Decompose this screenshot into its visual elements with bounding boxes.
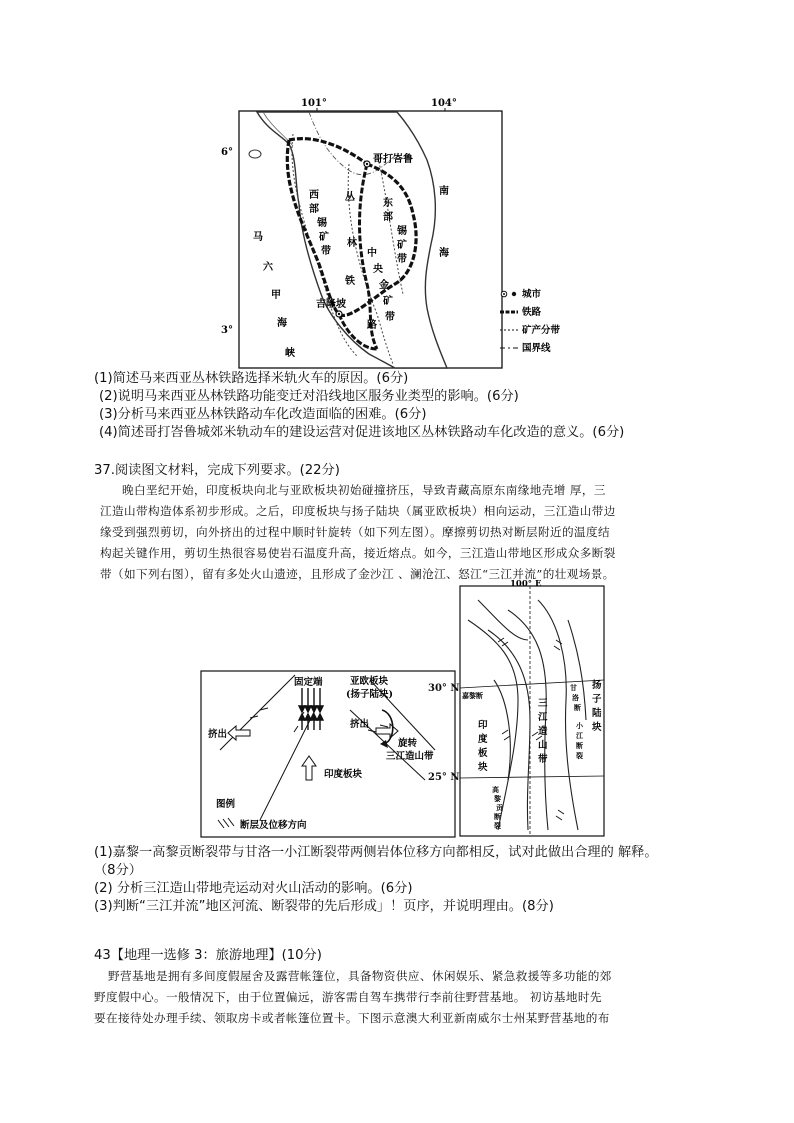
- svg-text:甲: 甲: [271, 290, 281, 301]
- svg-text:六: 六: [263, 262, 273, 273]
- svg-text:块: 块: [478, 762, 488, 773]
- svg-text:裂: 裂: [576, 751, 583, 760]
- legend-rail: 铁路: [522, 307, 542, 318]
- svg-text:中: 中: [367, 248, 377, 259]
- q37-question-3: (3)判断“三江并流”地区河流、断裂带的先后形成」！页序，并说明理由。(8分): [94, 899, 554, 914]
- svg-text:峡: 峡: [285, 348, 295, 359]
- svg-text:南: 南: [439, 186, 449, 197]
- svg-text:部: 部: [309, 204, 319, 215]
- svg-text:海: 海: [439, 248, 449, 259]
- label-kota-bharu: 哥打峇鲁: [373, 154, 413, 165]
- svg-text:江: 江: [576, 731, 583, 740]
- q37-question-1-score: （8分）: [94, 863, 142, 878]
- svg-text:贡: 贡: [496, 803, 503, 812]
- svg-text:马: 马: [253, 232, 263, 243]
- svg-text:裂: 裂: [494, 821, 501, 830]
- svg-text:林: 林: [347, 238, 357, 249]
- svg-text:央: 央: [373, 264, 383, 275]
- svg-text:黎: 黎: [494, 794, 501, 803]
- label-xiaojiang-fault: [575, 721, 584, 760]
- svg-text:子: 子: [592, 694, 602, 705]
- q36-question-3: (3)分析马来西亚丛林铁路动车化改造面临的困难。(6分): [99, 407, 427, 422]
- legend-city: 城市: [522, 289, 542, 300]
- svg-text:路: 路: [367, 320, 377, 331]
- svg-text:锡: 锡: [397, 226, 407, 237]
- left-fig-legend-title: 图例: [216, 799, 236, 810]
- svg-text:板: 板: [478, 748, 488, 759]
- label-indian-plate: 印度板块: [324, 769, 363, 780]
- map1-legend: [500, 288, 561, 354]
- svg-text:高: 高: [492, 785, 499, 794]
- svg-text:锡: 锡: [317, 218, 327, 229]
- q37-para-line: 晚白垩纪开始，印度板块向北与亚欧板块初始碰撞挤压，导致青藏高原东南缘地壳增 厚，三: [122, 483, 606, 497]
- svg-text:矿: 矿: [319, 232, 329, 243]
- svg-text:块: 块: [592, 722, 602, 733]
- q43-para-line: 野度假中心。一般情况下，由于位置偏远，游客需自驾车携带行李前往野营基地。 初访基地时先: [94, 990, 602, 1004]
- svg-text:矿: 矿: [397, 240, 407, 251]
- svg-text:部: 部: [383, 212, 393, 223]
- svg-text:带: 带: [385, 312, 395, 323]
- label-jiali-fault: 嘉黎断: [462, 691, 483, 700]
- label-kuala-lumpur: 吉隆坡: [316, 299, 346, 310]
- q36-question-4: (4)简述哥打峇鲁城郊米轨动车的建设运营对促进该地区丛林铁路动车化改造的意义。(6分): [99, 425, 625, 440]
- q37-para-line: 缘受到强烈剪切，向外挤出的过程中顺时针旋转（如下列左图）。摩擦剪切热对断层附近的温度结: [100, 525, 610, 539]
- sanjiang-fault-map: [458, 580, 606, 838]
- q43-para-line: 要在接待处办理手续、领取房卡或者帐篷位置卡。下图示意澳大利亚新南威尔士州某野营基地的布: [94, 1011, 610, 1025]
- q43-title: 43【地理一选修 3：旅游地理】(10分): [94, 948, 322, 963]
- lat-label-3: 3°: [221, 325, 233, 336]
- svg-text:小: 小: [576, 721, 583, 730]
- legend-belt: 矿产分带: [522, 325, 561, 336]
- q37-question-1: (1)嘉黎一高黎贡断裂带与甘洛一小江断裂带两侧岩体位移方向都相反，试对此做出合理的 解释。: [94, 845, 658, 860]
- svg-text:铁: 铁: [345, 276, 355, 287]
- lon-100e: 100° E: [510, 580, 542, 589]
- svg-text:东: 东: [383, 198, 393, 209]
- svg-text:三: 三: [538, 698, 548, 709]
- label-fixed-end: 固定端: [294, 677, 323, 688]
- svg-text:造: 造: [538, 726, 548, 737]
- malaysia-jungle-railway-map: [217, 94, 693, 370]
- svg-text:海: 海: [277, 318, 287, 329]
- legend-fault: 断层及位移方向: [240, 820, 307, 831]
- svg-text:断: 断: [576, 741, 583, 750]
- svg-text:印: 印: [478, 720, 488, 731]
- legend-border: 国界线: [522, 343, 551, 354]
- lon-label-101: 101°: [301, 98, 327, 109]
- lat-25n: 25° N: [428, 772, 460, 783]
- svg-text:矿: 矿: [383, 296, 393, 307]
- q36-question-2: (2)说明马来西亚丛林铁路功能变迁对沿线地区服务业类型的影响。(6分): [99, 389, 519, 404]
- q43-para-line: 野营基地是拥有多间度假屋舍及露营帐篷位，具备物资供应、休闲娱乐、紧急救援等多功能的郊: [108, 969, 612, 983]
- svg-text:江: 江: [538, 712, 548, 723]
- label-squeeze-left: 挤出: [208, 729, 228, 740]
- label-squeeze-right: 挤出: [350, 719, 370, 730]
- q37-material-paragraph: [100, 480, 700, 585]
- svg-text:带: 带: [538, 754, 548, 765]
- svg-text:山: 山: [538, 740, 548, 751]
- q37-title: 37.阅读图文材料，完成下列要求。(22分): [94, 463, 340, 478]
- lat-label-6: 6°: [221, 147, 233, 158]
- label-sanjiang-belt: [537, 698, 548, 765]
- q37-para-line: 江造山带构造体系初步形成。之后，印度板块与扬子陆块（属亚欧板块）相向运动，三江造山带边: [100, 504, 616, 518]
- svg-text:带: 带: [397, 254, 407, 265]
- label-rotate: 旋转: [398, 738, 418, 749]
- tectonic-extrusion-diagram: [200, 670, 456, 840]
- q37-question-2: (2) 分析三江造山带地壳运动对火山活动的影响。(6分): [94, 881, 413, 896]
- label-sanjiang-orogen: 三江造山带: [386, 751, 434, 762]
- svg-text:金: 金: [379, 280, 389, 291]
- svg-text:带: 带: [321, 246, 331, 257]
- lon-label-104: 104°: [431, 98, 457, 109]
- q37-para-line: 构起关键作用，剪切生热很容易使岩石温度升高，接近熔点。如今，三江造山带地区形成众多断裂: [100, 546, 616, 560]
- label-eurasian-plate: 亚欧板块: [350, 676, 389, 687]
- svg-text:丛: 丛: [345, 192, 355, 203]
- q36-question-1: (1)简述马来西亚丛林铁路选择米轨火车的原因。(6分): [94, 371, 409, 386]
- svg-text:洛: 洛: [572, 693, 579, 702]
- svg-text:甘: 甘: [570, 683, 577, 692]
- q43-material-paragraph: [94, 966, 704, 1029]
- svg-text:度: 度: [478, 734, 488, 745]
- svg-text:扬: 扬: [592, 680, 602, 691]
- svg-text:西: 西: [309, 190, 319, 201]
- q37-para-line: 带（如下列右图），留有多处火山遗迹，且形成了金沙江 、澜沧江、怒江“三江并流”的壮观场景。: [100, 567, 615, 581]
- label-yangtze-block: (扬子陆块): [346, 689, 393, 700]
- svg-text:陆: 陆: [592, 708, 602, 719]
- lat-30n: 30° N: [428, 683, 460, 694]
- svg-text:断: 断: [574, 703, 581, 712]
- svg-text:断: 断: [494, 812, 501, 821]
